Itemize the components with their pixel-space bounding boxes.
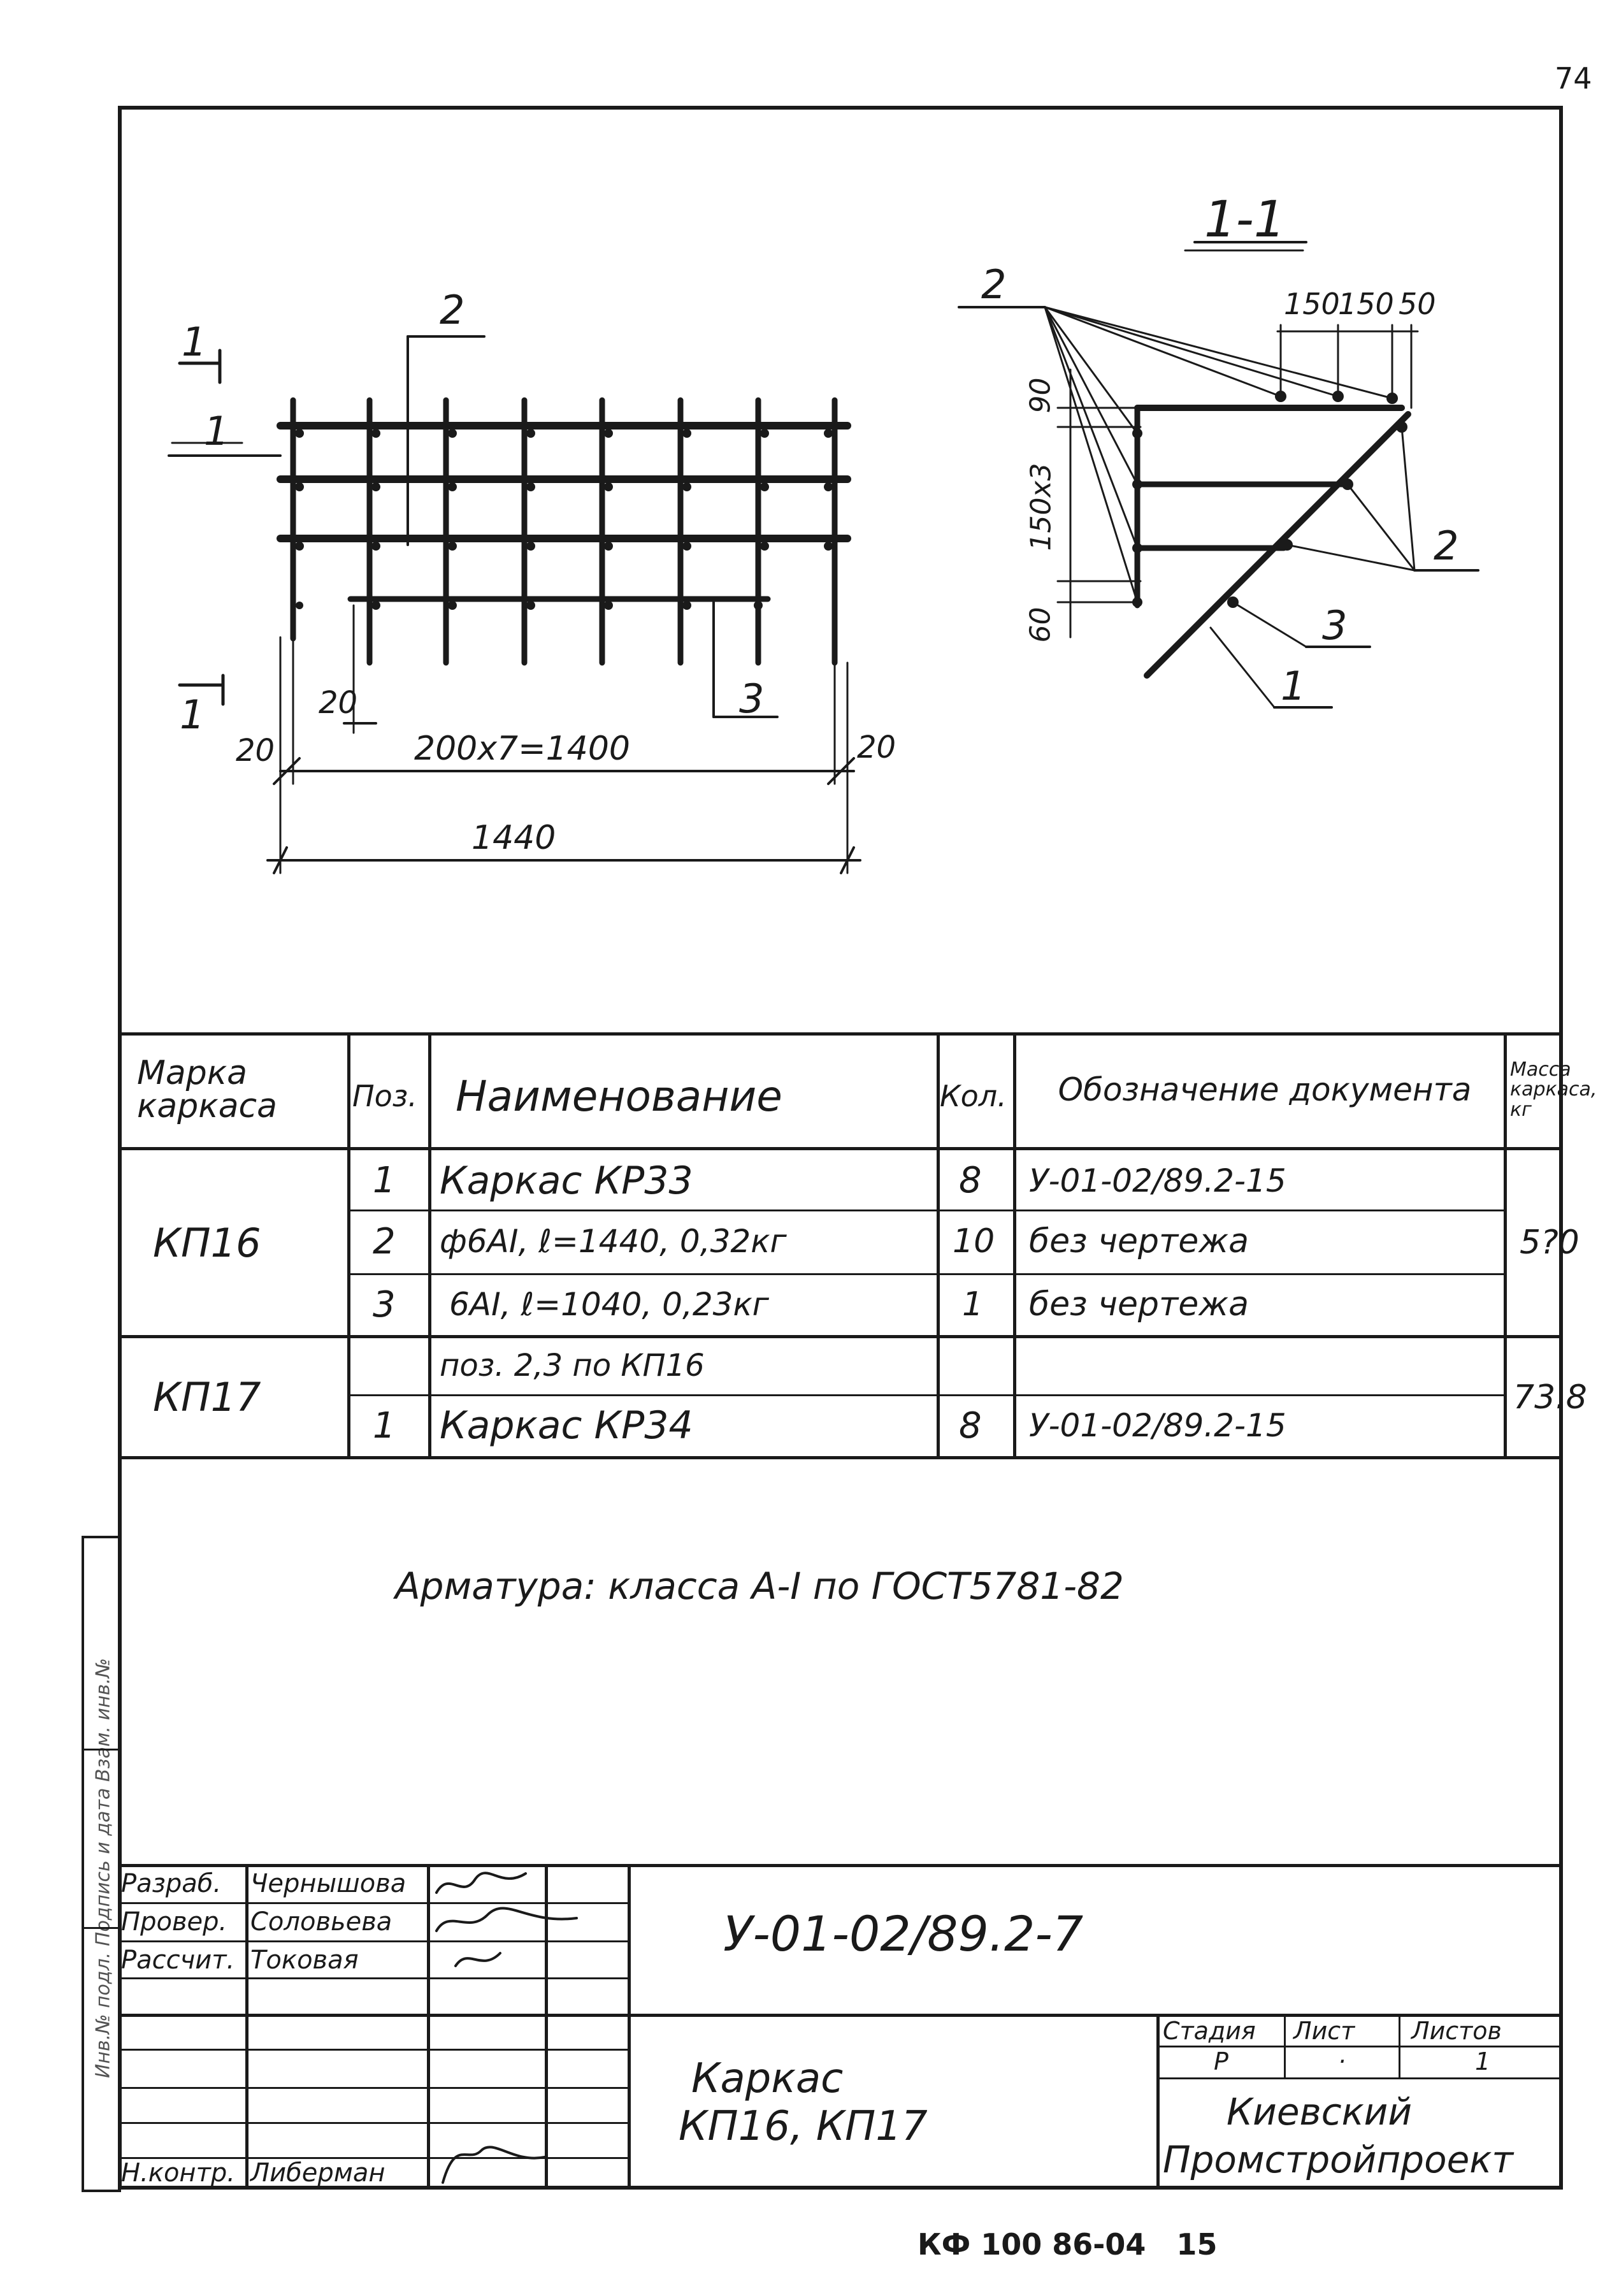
role-label: Разраб. — [121, 1869, 222, 1898]
stage-label: Стадия — [1163, 2017, 1256, 2045]
section-dim-150-b: 150 — [1338, 287, 1394, 321]
sheet-value: · — [1338, 2047, 1346, 2076]
header-doc: Обозначение документа — [1058, 1071, 1472, 1108]
plan-callout-3: 3 — [739, 675, 765, 722]
row-name: Каркас КР34 — [440, 1403, 693, 1448]
role-label: Провер. — [121, 1907, 227, 1937]
title-line-1: Каркас — [691, 2055, 844, 2102]
plan-dim-right-edge: 20 — [857, 730, 896, 765]
section-dim-50: 50 — [1399, 287, 1436, 321]
section-dim-90: 90 — [1024, 377, 1057, 414]
side-stamp-text: Инв.№ подл. Подпись и дата Взам. инв.№ — [92, 1657, 115, 2079]
title-line-2: КП16, КП17 — [679, 2103, 928, 2150]
footer-code: КФ 100 86-04 15 — [917, 2227, 1218, 2262]
row-doc: У-01-02/89.2-15 — [1029, 1407, 1286, 1444]
row-name: ф6АI, ℓ=1440, 0,32кг — [440, 1223, 787, 1260]
person-name: Чернышова — [250, 1869, 407, 1898]
plan-callout-2: 2 — [440, 287, 465, 333]
section-mark-top: 1 — [182, 319, 207, 365]
header-pos: Поз. — [352, 1079, 417, 1113]
section-bar-dots — [1132, 391, 1407, 608]
plan-dim-main: 200х7=1400 — [414, 730, 631, 768]
person-name: Либерман — [250, 2158, 385, 2188]
sheet-corner-number: 74 — [1555, 61, 1592, 96]
sheets-label: Листов — [1411, 2017, 1502, 2045]
row-name: поз. 2,3 по КП16 — [440, 1347, 705, 1383]
row-mass-kp16: 5?0 — [1520, 1224, 1579, 1262]
org-line-2: Промстройпроект — [1163, 2138, 1514, 2181]
section-title: 1-1 — [1204, 191, 1286, 249]
row-mark-kp17: КП17 — [153, 1374, 261, 1420]
plan-callout-1: 1 — [204, 408, 229, 454]
header-mass: Масса каркаса, кг — [1510, 1058, 1597, 1121]
header-qty: Кол. — [940, 1079, 1007, 1113]
row-doc: У-01-02/89.2-15 — [1029, 1162, 1286, 1199]
row-doc: без чертежа — [1029, 1222, 1249, 1260]
row-qty: 8 — [959, 1404, 982, 1447]
section-inclined-bar — [1147, 414, 1408, 675]
doc-code: У-01-02/89.2-7 — [723, 1905, 1084, 1962]
section-dim-150-a: 150 — [1284, 287, 1340, 321]
row-pos: 2 — [373, 1220, 396, 1262]
role-label: Н.контр. — [121, 2158, 235, 2188]
row-qty: 8 — [959, 1160, 982, 1201]
row-qty: 10 — [953, 1222, 995, 1260]
row-name: 6АI, ℓ=1040, 0,23кг — [449, 1286, 769, 1323]
section-mark-bottom: 1 — [180, 691, 205, 738]
plan-dim-left-edge: 20 — [236, 733, 275, 769]
header-name: Наименование — [456, 1071, 782, 1121]
plan-dim-total: 1440 — [471, 819, 556, 857]
org-line-1: Киевский — [1227, 2090, 1413, 2134]
row-name: Каркас КР33 — [440, 1158, 693, 1203]
row-pos: 3 — [373, 1283, 396, 1325]
row-qty: 1 — [962, 1285, 984, 1324]
section-callout-2-right: 2 — [1434, 523, 1459, 569]
row-pos: 1 — [373, 1160, 396, 1201]
person-name: Соловьева — [250, 1907, 392, 1937]
section-callout-2-top: 2 — [981, 261, 1007, 308]
row-mark-kp16: КП16 — [153, 1219, 261, 1266]
plan-dim-inner-offset: 20 — [319, 685, 358, 721]
row-mass-kp17: 73.8 — [1513, 1378, 1587, 1417]
header-mark: Марка каркаса — [137, 1054, 278, 1125]
plan-weld-dots — [295, 429, 833, 610]
row-pos: 1 — [373, 1404, 396, 1447]
row-doc: без чертежа — [1029, 1285, 1249, 1324]
section-callout-1: 1 — [1281, 663, 1306, 709]
role-label: Рассчит. — [121, 1946, 235, 1975]
reinforcement-note: Арматура: класса А-I по ГОСТ5781-82 — [395, 1564, 1124, 1608]
section-dim-150x3: 150х3 — [1025, 463, 1058, 551]
spec-table — [118, 1032, 1597, 1466]
section-dim-60: 60 — [1024, 607, 1057, 643]
section-callout-3: 3 — [1322, 602, 1348, 649]
stage-value: Р — [1214, 2047, 1228, 2076]
title-block — [118, 1864, 1563, 2190]
signatures — [430, 1864, 621, 2190]
sheets-value: 1 — [1475, 2047, 1491, 2076]
person-name: Токовая — [250, 1946, 359, 1975]
sheet-label: Лист — [1293, 2017, 1355, 2045]
